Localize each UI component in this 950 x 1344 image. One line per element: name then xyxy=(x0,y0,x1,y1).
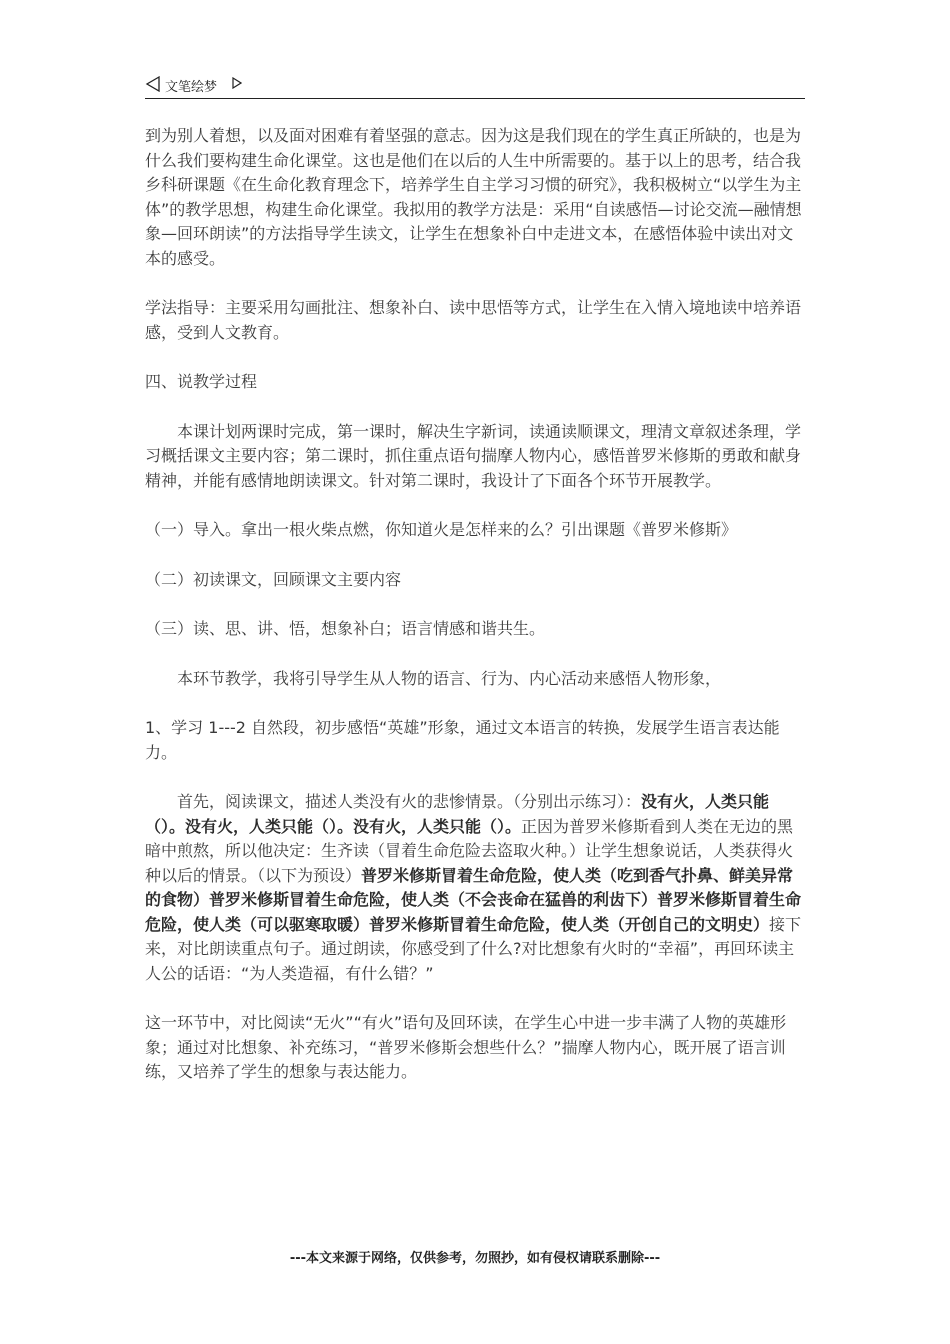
header-title: 文笔绘梦 xyxy=(165,80,218,95)
text-run: 正因为普罗米修斯看到人类在无边的黑暗中煎熬，所以他决定：生齐读（冒着生命危险去盗取火种。）让学生想象说话，人类获得火种以后的情景。（以下为预设） xyxy=(145,816,794,885)
paragraph: （二）初读课文，回顾课文主要内容 xyxy=(145,569,402,589)
section-heading: 四、说教学过程 xyxy=(145,372,258,391)
paragraph: 本课计划两课时完成，第一课时，解决生字新词，读通读顺课文，理清文章叙述条理，学习概括课文主要内容；第二课时，抓住重点语句揣摩人物内心，感悟普罗米修斯的勇敢和献身精神，并能有感情地朗读课文。针对第二课时，我设计了下面各个环节开展教学。 xyxy=(145,421,802,490)
bold-text-run: 没有火，人类只能（）。没有火，人类只能（）。没有火，人类只能（）。 xyxy=(145,792,770,836)
paragraph: （三）读、思、讲、悟，想象补白；语言情感和谐共生。 xyxy=(145,619,546,638)
paragraph: （一）导入。拿出一根火柴点燃，你知道火是怎样来的么？引出课题《普罗米修斯》 xyxy=(145,520,738,539)
triangle-left-outline-icon xyxy=(145,76,161,92)
bold-text-run: 普罗米修斯冒着生命危险，使人类（吃到香气扑鼻、鲜美异常的食物）普罗米修斯冒着生命危险，使人类（不会丧命在猛兽的利齿下）普罗米修斯冒着生命危险，使人类（可以驱寒取暖）普罗米修斯冒着生命危险，使人类（开创自己的文明史） xyxy=(145,865,802,934)
footer-disclaimer: ---本文来源于网络，仅供参考，勿照抄，如有侵权请联系删除--- xyxy=(289,1251,661,1266)
paragraph: 学法指导：主要采用勾画批注、想象补白、读中思悟等方式，让学生在入情入境地读中培养语感，受到人文教育。 xyxy=(145,298,802,342)
document-body xyxy=(145,124,807,1085)
paragraph: 这一环节中，对比阅读“无火”“有火”语句及回环读，在学生心中进一步丰满了人物的英雄形象；通过对比想象、补充练习，“普罗米修斯会想些什么？”揣摩人物内心，既开展了语言训练，又培养了学生的想象与表达能力。 xyxy=(145,1013,787,1081)
paragraph: 1、学习 1---2 自然段，初步感悟“英雄”形象，通过文本语言的转换，发展学生语言表达能力。 xyxy=(145,718,780,762)
page-header xyxy=(145,72,805,99)
paragraph xyxy=(145,790,807,986)
triangle-right-outline-icon xyxy=(232,77,242,89)
text-run: 接下来，对比朗读重点句子。通过朗读，你感受到了什么?对比想象有火时的“幸福”，再回环读主人公的话语：“为人类造福，有什么错？” xyxy=(145,914,802,983)
paragraph: 本环节教学，我将引导学生从人物的语言、行为、内心活动来感悟人物形象， xyxy=(177,668,722,688)
text-run: 首先，阅读课文，描述人类没有火的悲惨情景。（分别出示练习）： xyxy=(177,792,642,811)
paragraph: 到为别人着想，以及面对困难有着坚强的意志。因为这是我们现在的学生真正所缺的，也是为什么我们要构建生命化课堂。这也是他们在以后的人生中所需要的。基于以上的思考，结合我乡科研课题《在生命化教育理念下，培养学生自主学习习惯的研究》，我积极树立“以学生为主体”的教学思想，构建生命化课堂。我拟用的教学方法是：采用“自读感悟—讨论交流—融情想象—回环朗读”的方法指导学生读文，让学生在想象补白中走进文本，在感悟体验中读出对文本的感受。 xyxy=(145,126,802,268)
